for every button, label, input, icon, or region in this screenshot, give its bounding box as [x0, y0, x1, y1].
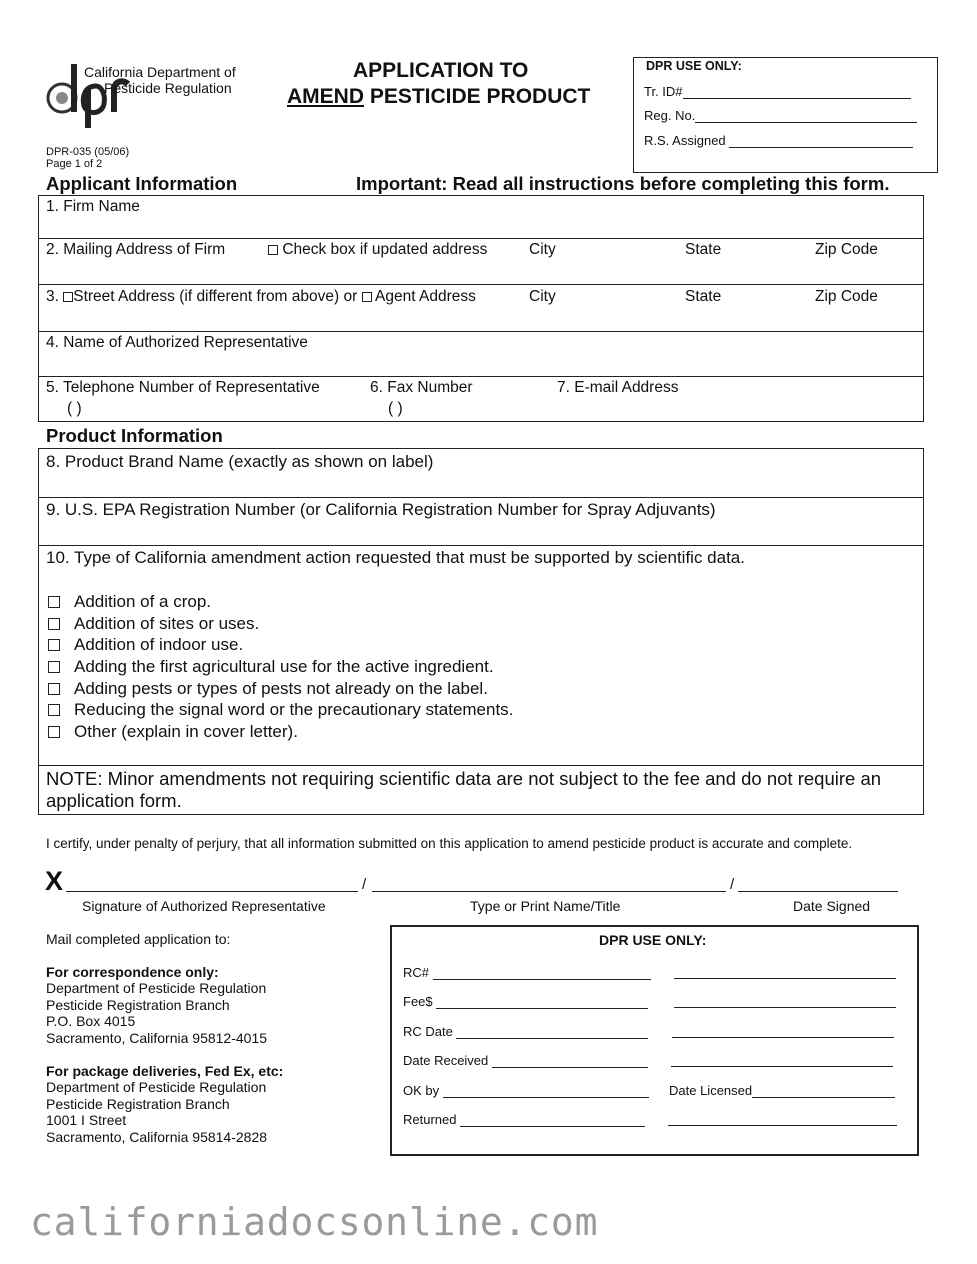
dpr-logo: [44, 56, 284, 136]
address-line: Sacramento, California 95812-4015: [46, 1029, 268, 1046]
dpr-use-only-bottom: [390, 925, 919, 1156]
divider: [38, 331, 924, 332]
agent-address-checkbox[interactable]: [362, 292, 372, 302]
amendment-option[interactable]: Addition of sites or uses.: [48, 613, 513, 635]
slash: /: [362, 876, 367, 893]
address-line: Pesticide Registration Branch: [46, 1095, 230, 1112]
important-note: Important: Read all instructions before completing this form.: [356, 173, 890, 194]
ok-by-field[interactable]: OK by: [403, 1083, 649, 1098]
signature-label: Signature of Authorized Representative: [82, 898, 326, 914]
epa-reg-field[interactable]: 9. U.S. EPA Registration Number (or California Registration Number for Spray Adjuvants): [46, 500, 716, 519]
fax-area-code: ( ): [388, 400, 403, 417]
checkbox-icon[interactable]: [48, 618, 60, 630]
date-signed-label: Date Signed: [793, 898, 871, 914]
state-field[interactable]: State: [685, 241, 722, 258]
checkbox-icon[interactable]: [268, 245, 278, 255]
checkbox-icon[interactable]: [48, 726, 60, 738]
blank-line[interactable]: [672, 1037, 894, 1038]
address-line: Pesticide Registration Branch: [46, 996, 230, 1013]
state-field-2[interactable]: State: [685, 288, 722, 305]
dpr-use-heading-top: DPR USE ONLY:: [646, 59, 742, 73]
phone-area-code: ( ): [67, 400, 82, 417]
address-line: 1001 I Street: [46, 1112, 127, 1129]
updated-address-checkbox[interactable]: Check box if updated address: [268, 241, 487, 259]
date-line[interactable]: [738, 891, 898, 892]
checkbox-icon[interactable]: [48, 639, 60, 651]
reg-no-field[interactable]: Reg. No.: [644, 108, 917, 123]
returned-field[interactable]: Returned: [403, 1112, 645, 1127]
form-title-rest: PESTICIDE PRODUCT: [364, 85, 591, 108]
certification-statement: I certify, under penalty of perjury, that all information submitted on this application to amend pesticide product is accurate and complete.: [46, 836, 853, 851]
divider: [38, 497, 924, 498]
checkbox-icon[interactable]: [48, 661, 60, 673]
applicant-section-title: Applicant Information: [46, 173, 238, 194]
form-title-line2: [287, 85, 590, 109]
address-line: Department of Pesticide Regulation: [46, 1079, 267, 1096]
checkbox-icon[interactable]: [48, 704, 60, 716]
amendment-option[interactable]: Adding the first agricultural use for the active ingredient.: [48, 656, 513, 678]
mailing-address-field[interactable]: 2. Mailing Address of Firm: [46, 241, 226, 258]
correspondence-heading: For correspondence only:: [46, 963, 219, 980]
blank-line[interactable]: [674, 978, 896, 979]
address-line: P.O. Box 4015: [46, 1013, 136, 1030]
name-title-label: Type or Print Name/Title: [470, 898, 621, 914]
amendment-options-list: [48, 591, 513, 743]
city-field[interactable]: City: [529, 241, 556, 258]
brand-name-field[interactable]: 8. Product Brand Name (exactly as shown on label): [46, 452, 434, 471]
street-address-field[interactable]: 3. Street Address (if different from above) or Agent Address: [46, 288, 476, 305]
email-field[interactable]: 7. E-mail Address: [557, 379, 679, 396]
divider: [38, 376, 924, 377]
dpr-use-only-top: [633, 57, 938, 173]
package-heading: For package deliveries, Fed Ex, etc:: [46, 1062, 284, 1079]
amendment-option[interactable]: Other (explain in cover letter).: [48, 721, 513, 743]
firm-name-field[interactable]: 1. Firm Name: [46, 198, 140, 215]
blank-line[interactable]: [674, 1007, 896, 1008]
form-number: DPR-035 (05/06): [46, 146, 130, 158]
divider: [38, 284, 924, 285]
slash: /: [730, 876, 735, 893]
dpr-use-heading-bottom: DPR USE ONLY:: [599, 932, 707, 948]
address-line: Sacramento, California 95814-2828: [46, 1128, 268, 1145]
street-address-checkbox[interactable]: [63, 292, 73, 302]
rc-number-field[interactable]: RC#: [403, 965, 651, 980]
tr-id-field[interactable]: Tr. ID#: [644, 84, 911, 99]
city-field-2[interactable]: City: [529, 288, 556, 305]
divider: [38, 765, 924, 766]
fax-field[interactable]: 6. Fax Number: [370, 379, 473, 396]
page-info: Page 1 of 2: [46, 158, 103, 170]
amendment-option[interactable]: Addition of indoor use.: [48, 634, 513, 656]
amendment-option[interactable]: Adding pests or types of pests not already on the label.: [48, 678, 513, 700]
watermark: californiadocsonline.com: [30, 1200, 599, 1244]
org-name-line1: California Department of: [84, 64, 236, 80]
rs-assigned-field[interactable]: R.S. Assigned: [644, 133, 913, 148]
divider: [38, 545, 924, 546]
phone-field[interactable]: 5. Telephone Number of Representative: [46, 379, 320, 396]
checkbox-icon[interactable]: [48, 683, 60, 695]
note-line1: NOTE: Minor amendments not requiring scientific data are not subject to the fee and do not require an: [46, 768, 882, 789]
name-title-line[interactable]: [372, 891, 726, 892]
zip-field[interactable]: Zip Code: [815, 241, 878, 258]
amendment-option[interactable]: Reducing the signal word or the precautionary statements.: [48, 699, 513, 721]
amendment-option[interactable]: Addition of a crop.: [48, 591, 513, 613]
form-title-line1: APPLICATION TO: [353, 59, 529, 82]
product-section-title: Product Information: [46, 425, 223, 446]
mailing-intro: Mail completed application to:: [46, 931, 231, 947]
form-title-amend: AMEND: [287, 85, 364, 108]
note-line2: application form.: [46, 790, 182, 811]
signature-line[interactable]: [66, 891, 358, 892]
amendment-type-label: 10. Type of California amendment action requested that must be supported by scientific data.: [46, 548, 745, 567]
address-line: Department of Pesticide Regulation: [46, 980, 267, 997]
authorized-rep-field[interactable]: 4. Name of Authorized Representative: [46, 334, 308, 351]
org-name-line2: Pesticide Regulation: [104, 80, 232, 96]
date-licensed-field[interactable]: Date Licensed: [669, 1083, 895, 1098]
rc-date-field[interactable]: RC Date: [403, 1024, 648, 1039]
blank-line[interactable]: [668, 1125, 897, 1126]
date-received-field[interactable]: Date Received: [403, 1053, 648, 1068]
checkbox-icon[interactable]: [48, 596, 60, 608]
blank-line[interactable]: [671, 1066, 893, 1067]
mailing-instructions: [46, 931, 283, 1146]
zip-field-2[interactable]: Zip Code: [815, 288, 878, 305]
divider: [38, 238, 924, 239]
x-mark: X: [45, 866, 64, 896]
fee-field[interactable]: Fee$: [403, 994, 648, 1009]
